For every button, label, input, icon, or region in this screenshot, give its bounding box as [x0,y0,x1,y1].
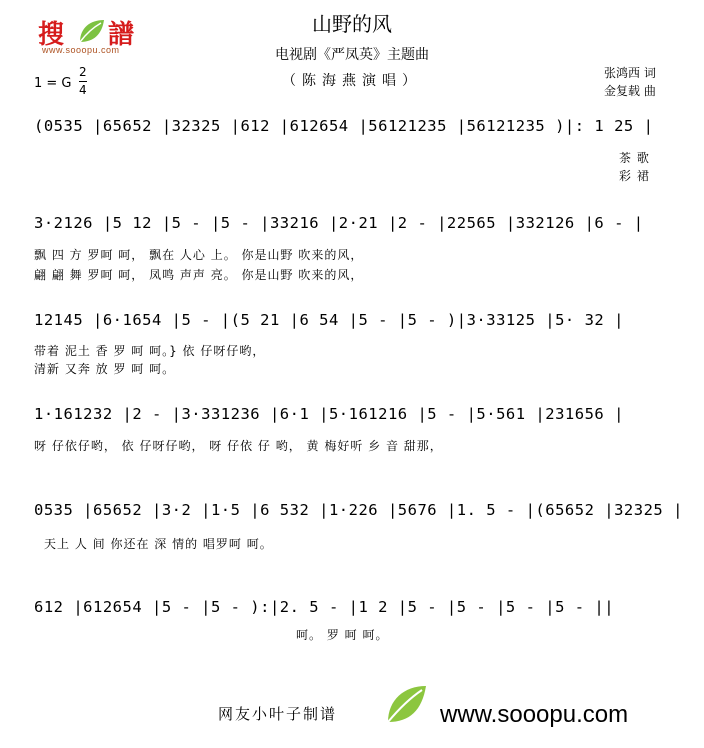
lyric-line-4a: 呀 仔依仔哟， 依 仔呀仔哟， 呀 仔依 仔 哟， 黄 梅好听 乡 音 甜那， [34,439,443,453]
score-notes: 612 |612654 |5 - |5 - ):|2. 5 - |1 2 |5 - |5 - |5 - |5 - || [34,598,615,616]
score-notes: 1·161232 |2 - |3·331236 |6·1 |5·161216 |5 - |5·561 |231656 | [34,405,624,423]
time-signature [79,64,87,99]
logo-url: www.sooopu.com [42,45,120,55]
lyricist-credit: 张鸿西 词 [604,66,656,80]
key-signature: 1 = G [34,76,72,91]
score-row-6 [0,598,704,624]
lyric-line-5a: 天上 人 间 你还在 深 情的 唱罗呵 呵。 [44,537,273,551]
lyric-line-2b: 翩 翩 舞 罗呵 呵， 凤鸣 声声 亮。 你是山野 吹来的风， [34,268,364,282]
score-row-4 [0,405,704,431]
score-row-5 [0,501,704,527]
logo-char-1: 搜 [38,20,65,50]
score-row-1 [0,117,704,143]
score-notes: 0535 |65652 |3·2 |1·5 |6 532 |1·226 |5676 |1. 5 - |(65652 |32325 | [34,501,683,519]
song-subtitle: 电视剧《严凤英》主题曲 [275,47,429,63]
transcriber-credit: 网友小叶子制谱 [218,705,338,723]
score-row-3 [0,311,704,337]
time-signature-bottom: 4 [79,83,87,97]
leaf-logo-icon [382,682,428,728]
song-title: 山野的风 [312,12,392,36]
footer-url[interactable]: www.sooopu.com [440,701,629,728]
singer-credit: （陈海燕演唱） [282,73,422,89]
composer-credit: 金复载 曲 [604,84,656,98]
lyric-line-6a: 呵。 罗 呵 呵。 [296,628,389,642]
score-row-2 [0,214,704,240]
lyric-line-3b: 清新 又奔 放 罗 呵 呵。 [34,362,176,376]
logo-char-2: 譜 [108,20,135,50]
score-notes: 12145 |6·1654 |5 - |(5 21 |6 54 |5 - |5 - )|3·33125 |5· 32 | [34,311,624,329]
time-signature-top: 2 [79,65,87,79]
lyric-line-3a: 带着 泥土 香 罗 呵 呵。} 依 仔呀仔哟， [34,344,266,358]
lyric-line-2a: 飘 四 方 罗呵 呵， 飘在 人心 上。 你是山野 吹来的风， [34,248,364,262]
lyric-line-1a: 茶 歌 [619,151,650,165]
score-notes: 3·2126 |5 12 |5 - |5 - |33216 |2·21 |2 - |22565 |332126 |6 - | [34,214,644,232]
lyric-line-1b: 彩 裙 [619,169,650,183]
score-notes: (0535 |65652 |32325 |612 |612654 |56121235 |56121235 )|: 1 25 | [34,117,654,135]
